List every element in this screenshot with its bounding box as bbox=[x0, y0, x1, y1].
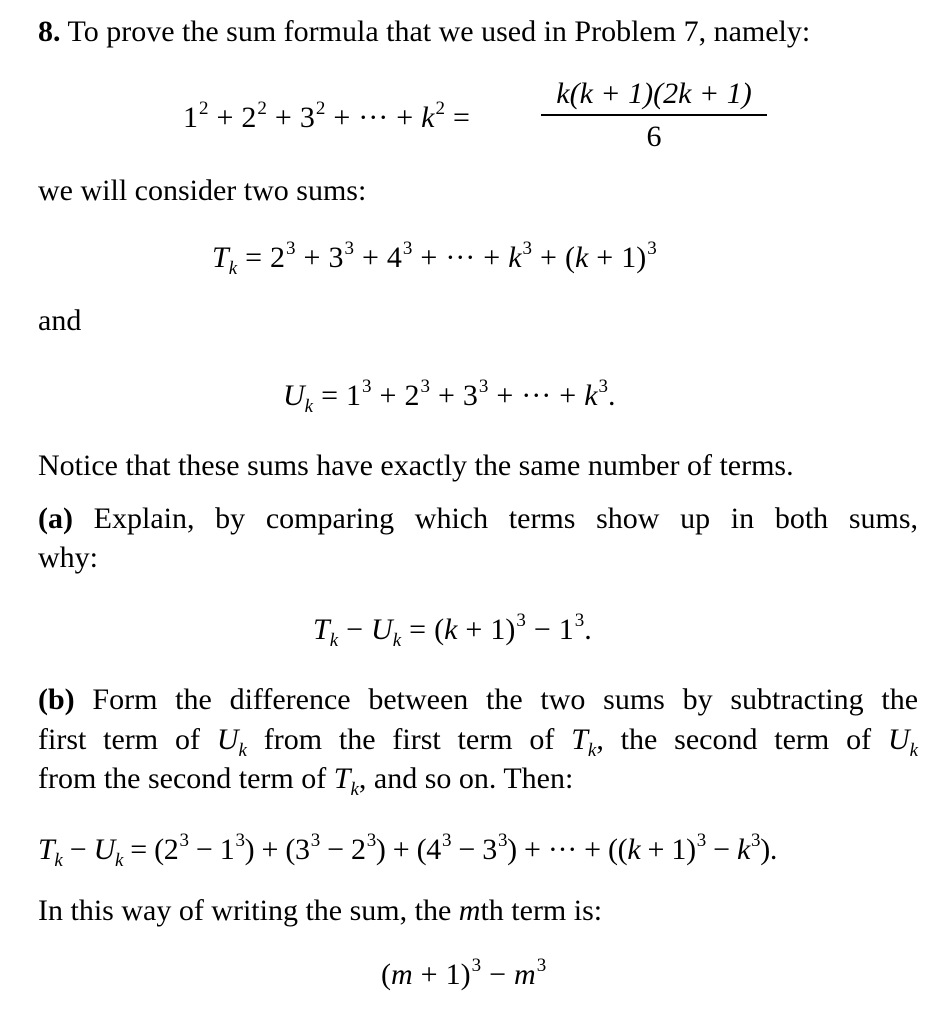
consider-text: we will consider two sums: bbox=[38, 174, 367, 207]
fraction-numerator: k(k + 1)(2k + 1) bbox=[556, 77, 752, 110]
part-b-line1 bbox=[38, 682, 918, 718]
t-minus-u-identity: $T_k - U_k = (k + 1)^3 - 1^3$. bbox=[313, 610, 592, 651]
part-a-label: (a) bbox=[38, 502, 73, 535]
part-a-line1 bbox=[38, 501, 918, 537]
mth-text-pre: In this way of writing the sum, the bbox=[38, 894, 452, 927]
mth-term-line bbox=[38, 893, 602, 929]
part-b-text2-mid: from the first term of bbox=[263, 723, 555, 756]
part-a-text: Explain, by comparing which terms show up in both sums, bbox=[93, 502, 919, 535]
problem-intro-line bbox=[38, 14, 810, 50]
part-b-line3: from the second term of $T_k$, and so on. Then: bbox=[38, 762, 574, 800]
part-b-text3-post: , and so on. Then: bbox=[358, 762, 574, 795]
part-b-label: (b) bbox=[38, 683, 75, 716]
part-b-text2-post: , the second term of bbox=[596, 723, 872, 756]
and-text: and bbox=[38, 304, 82, 337]
sum-formula-fraction bbox=[539, 74, 769, 158]
part-b-text3-pre: from the second term of bbox=[38, 762, 327, 795]
notice-text: Notice that these sums have exactly the same number of terms. bbox=[38, 449, 794, 482]
fraction-denominator: 6 bbox=[646, 119, 662, 153]
problem-intro: To prove the sum formula that we used in Problem 7, namely: bbox=[67, 15, 811, 48]
part-b-text2-pre: first term of bbox=[38, 723, 200, 756]
telescoping-difference: $T_k - U_k = (2^3 - 1^3) + (3^3 - 2^3) + (4^3 - 3^3)$ + ··· + $((k + 1)^3 - k^3)$. bbox=[38, 830, 778, 871]
sum-formula-lhs: $1^2 + 2^2 + 3^2$ + ··· + $k^2$ = bbox=[183, 98, 470, 134]
t-definition: $T_k = 2^3 + 3^3 + 4^3$ + ··· + $k^3 + (k + 1)^3$ bbox=[212, 238, 657, 279]
part-b-line2: first term of $U_k$ from the first term of $T_k$, the second term of $U_k$ bbox=[38, 723, 919, 761]
u-definition: $U_k = 1^3 + 2^3 + 3^3$ + ··· + $k^3$. bbox=[283, 376, 616, 417]
ellipsis: ··· bbox=[358, 101, 389, 134]
part-a-line2: why: bbox=[38, 541, 98, 574]
mth-term-formula: $(m + 1)^3 - m^3$ bbox=[381, 955, 547, 991]
problem-number: 8. bbox=[38, 15, 61, 48]
part-b-text1: Form the difference between the two sums by subtracting the bbox=[92, 683, 919, 716]
mth-text-post: th term is: bbox=[480, 894, 603, 927]
mth-var: m bbox=[458, 894, 481, 927]
